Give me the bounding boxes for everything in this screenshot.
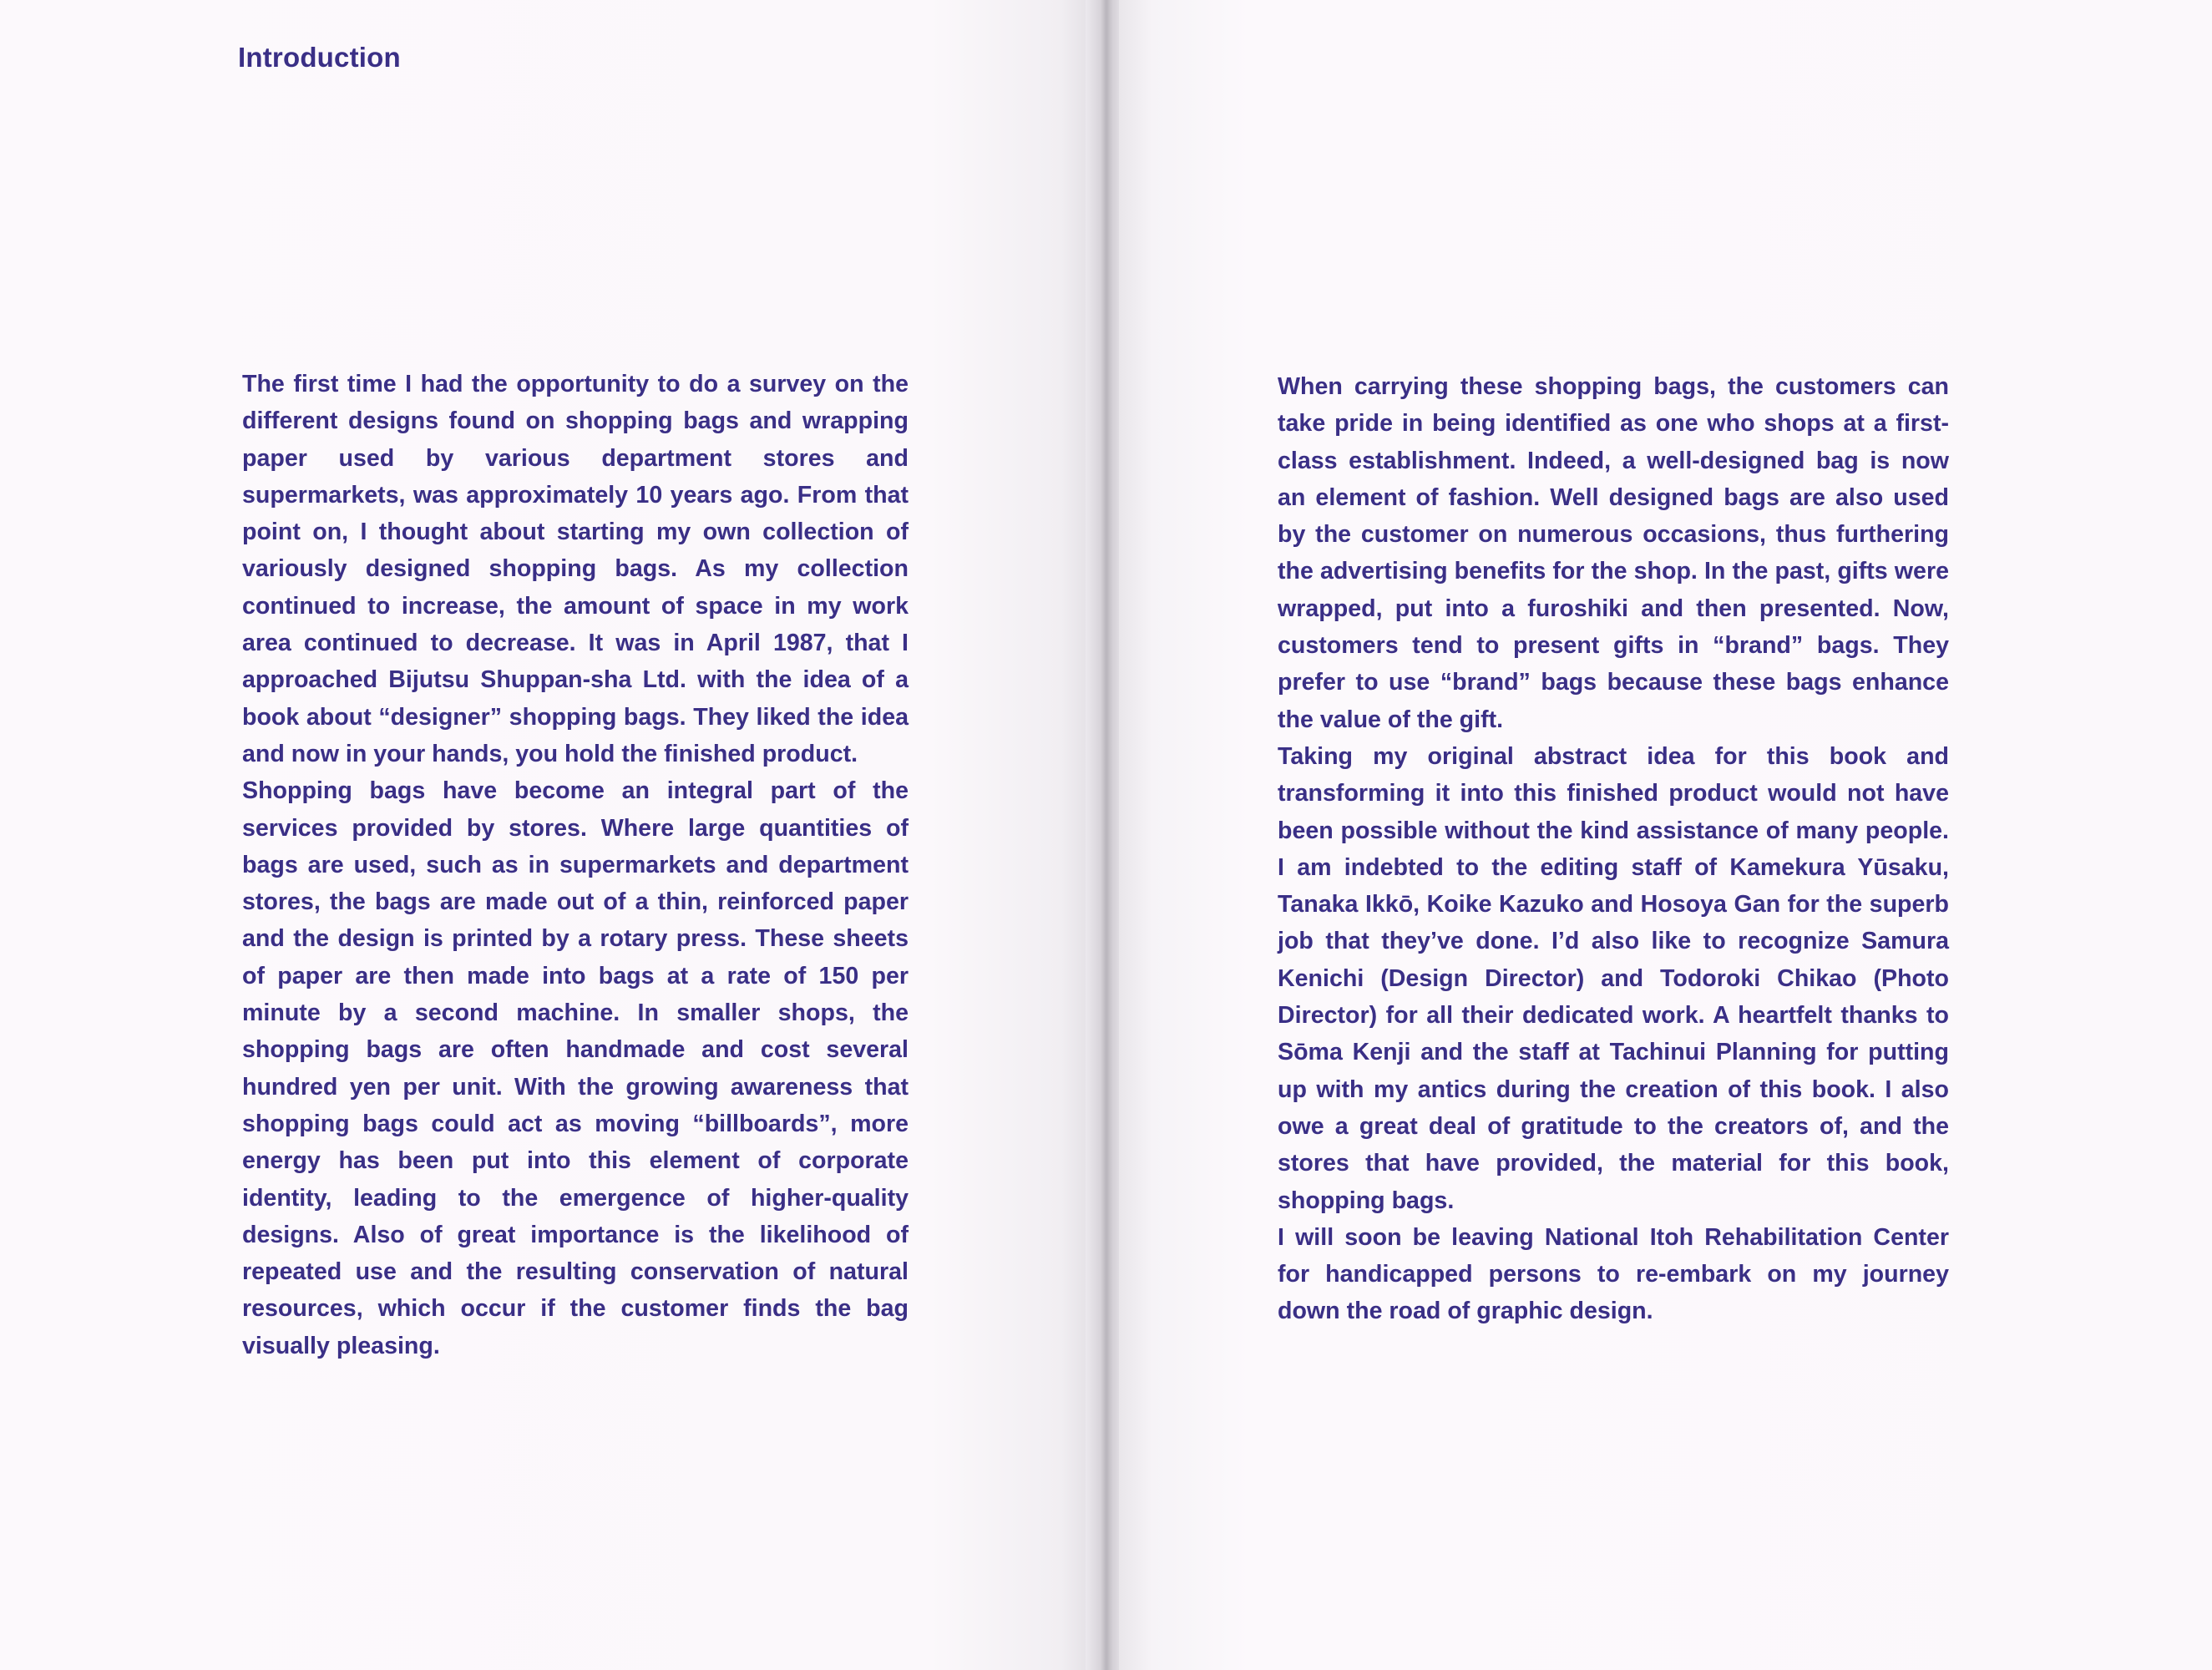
right-body-text (1278, 368, 1949, 1330)
paragraph: When carrying these shopping bags, the customers can take pride in being identified as one who shops at a first-class establishment. Indeed, a well-designed bag is now an element of fashion. Well designed bags are also used by the customer on numerous occasions, thus furthering the advertising benefits for the shop. In the past, gifts were wrapped, put into a furoshiki and then presented. Now, customers tend to present gifts in “brand” bags. They prefer to use “brand” bags because these bags enhance the value of the gift. (1278, 373, 1949, 733)
left-body-text (242, 366, 909, 1364)
section-title: Introduction (238, 42, 401, 73)
paragraph: The first time I had the opportunity to do a survey on the different designs found on shopping bags and wrapping paper used by various department stores and supermarkets, was approximately 10 years ago. From that point on, I thought about starting my own collection of variously designed shopping bags. As my collection continued to increase, the amount of space in my work area continued to decrease. It was in April 1987, that I approached Bijutsu Shuppan-sha Ltd. with the idea of a book about “designer” shopping bags. They liked the idea and now in your hands, you hold the finished product. (242, 371, 909, 767)
left-page (0, 0, 1094, 1670)
paragraph: Shopping bags have become an integral part of the services provided by stores. Where large quantities of bags are used, such as in supermarkets and department stores, the bags are made out of a thin, reinforced paper and the design is printed by a rotary press. These sheets of paper are then made into bags at a rate of 150 per minute by a second machine. In smaller shops, the shopping bags are often handmade and cost several hundred yen per unit. With the growing awareness that shopping bags could act as moving “billboards”, more energy has been put into this element of corporate identity, leading to the emergence of higher-quality designs. Also of great importance is the likelihood of repeated use and the resulting conservation of natural resources, which occur if the customer finds the bag visually pleasing. (242, 777, 909, 1359)
paragraph: I will soon be leaving National Itoh Rehabilitation Center for handicapped persons to re-embark on my journey down the road of graphic design. (1278, 1223, 1949, 1325)
paragraph: Taking my original abstract idea for this book and transforming it into this finished product would not have been possible without the kind assistance of many people. I am indebted to the editing staff of Kamekura Yūsaku, Tanaka Ikkō, Koike Kazuko and Hosoya Gan for the superb job that they’ve done. I’d also like to recognize Samura Kenichi (Design Director) and Todoroki Chikao (Photo Director) for all their dedicated work. A heartfelt thanks to Sōma Kenji and the staff at Tachinui Planning for putting up with my antics during the creation of this book. I also owe a great deal of gratitude to the creators of, and the stores that have provided, the material for this book, shopping bags. (1278, 742, 1949, 1214)
